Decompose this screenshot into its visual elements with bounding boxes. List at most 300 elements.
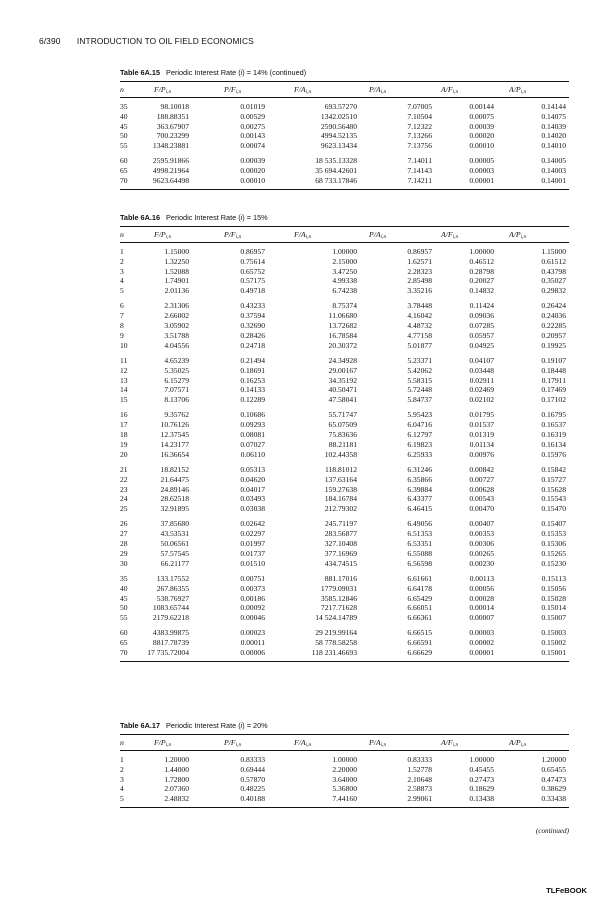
cell-fa: 29.00167 <box>328 365 357 375</box>
col-header-subscript: i,n <box>452 234 459 240</box>
cell-pf: 0.83333 <box>240 755 265 764</box>
cell-pf: 0.00529 <box>240 111 265 121</box>
table-row <box>120 519 569 529</box>
table-caption <box>120 213 569 222</box>
cell-af: 0.04107 <box>469 355 494 365</box>
cell-ap: 0.14003 <box>541 166 566 176</box>
row-group <box>120 755 569 804</box>
cell-pf: 0.01737 <box>240 548 265 558</box>
cell-ap: 0.15014 <box>541 603 566 613</box>
cell-pa: 5.95423 <box>407 410 432 420</box>
cell-fp: 188.88351 <box>156 111 189 121</box>
col-header-pa <box>369 738 386 748</box>
col-header-fa <box>294 230 311 240</box>
cell-fp: 4998.21964 <box>152 166 189 176</box>
cell-fa: 6.74238 <box>332 286 357 296</box>
cell-fp: 363.67907 <box>156 121 189 131</box>
cell-pa: 6.12797 <box>407 430 432 440</box>
cell-n: 30 <box>120 558 128 568</box>
cell-af: 0.14832 <box>469 286 494 296</box>
cell-pa: 6.66629 <box>407 647 432 657</box>
cell-fp: 10.76126 <box>160 420 189 430</box>
cell-ap: 0.15306 <box>541 539 566 549</box>
table-row <box>120 485 569 495</box>
col-header-af <box>441 85 458 95</box>
cell-ap: 0.26424 <box>541 301 566 311</box>
cell-fa: 65.07509 <box>328 420 357 430</box>
cell-af: 0.00727 <box>469 474 494 484</box>
cell-fa: 1779.09031 <box>320 583 357 593</box>
cell-fp: 2.07360 <box>164 784 189 794</box>
cell-n: 5 <box>120 794 124 804</box>
col-header-pf <box>224 738 241 748</box>
cell-pf: 0.37594 <box>240 311 265 321</box>
cell-pa: 7.14011 <box>407 156 432 166</box>
cell-n: 27 <box>120 529 128 539</box>
table-body <box>120 98 569 189</box>
cell-fa: 327.10408 <box>324 539 357 549</box>
cell-fp: 14.23177 <box>160 439 189 449</box>
cell-fp: 1.15000 <box>164 247 189 256</box>
table-row <box>120 321 569 331</box>
cell-fp: 538.76927 <box>156 593 189 603</box>
cell-fa: 40.50471 <box>328 385 357 395</box>
cell-pf: 0.00046 <box>240 613 265 623</box>
cell-pf: 0.32690 <box>240 321 265 331</box>
cell-n: 1 <box>120 755 124 764</box>
cell-n: 9 <box>120 330 124 340</box>
cell-pa: 4.16042 <box>407 311 432 321</box>
table-row <box>120 794 569 804</box>
cell-fa: 4994.52135 <box>320 131 357 141</box>
cell-n: 40 <box>120 111 128 121</box>
cell-af: 0.11424 <box>469 301 494 311</box>
cell-fa: 47.58041 <box>328 395 357 405</box>
table-row <box>120 267 569 277</box>
cell-pf: 0.40188 <box>240 794 265 804</box>
cell-n: 16 <box>120 410 128 420</box>
table-row <box>120 420 569 430</box>
cell-pa: 5.84737 <box>407 395 432 405</box>
cell-af: 0.00842 <box>469 464 494 474</box>
cell-fp: 133.17552 <box>156 573 189 583</box>
cell-n: 5 <box>120 286 124 296</box>
table-row <box>120 430 569 440</box>
cell-pa: 0.83333 <box>407 755 432 764</box>
table-row <box>120 628 569 638</box>
cell-fp: 4.65239 <box>164 355 189 365</box>
caption-text: ) = 20% <box>242 721 268 730</box>
col-header-n: n <box>120 738 124 747</box>
cell-pf: 0.00020 <box>240 166 265 176</box>
col-header-n: n <box>120 230 124 239</box>
cell-pf: 0.07027 <box>240 439 265 449</box>
cell-af: 0.18629 <box>469 784 494 794</box>
table-row <box>120 549 569 559</box>
cell-pf: 0.03493 <box>240 494 265 504</box>
caption-variable: i <box>240 213 243 222</box>
cell-af: 0.00028 <box>469 593 494 603</box>
cell-pf: 0.57175 <box>240 276 265 286</box>
cell-af: 0.01319 <box>469 430 494 440</box>
cell-fp: 98.10018 <box>160 102 189 111</box>
cell-n: 4 <box>120 784 124 794</box>
cell-fa: 7217.71628 <box>320 603 357 613</box>
cell-fp: 2.48832 <box>164 794 189 804</box>
cell-pa: 7.14143 <box>407 166 432 176</box>
table-row <box>120 475 569 485</box>
cell-fp: 8.13706 <box>164 395 189 405</box>
col-header-symbol: F/P <box>154 230 166 239</box>
caption-text: Periodic Interest Rate ( <box>166 68 241 77</box>
col-header-af <box>441 738 458 748</box>
cell-af: 0.02911 <box>469 375 494 385</box>
cell-pa: 1.62571 <box>407 256 432 266</box>
col-header-subscript: i,n <box>380 89 387 95</box>
cell-af: 0.00976 <box>469 449 494 459</box>
col-header-subscript: i,n <box>380 742 387 748</box>
cell-fp: 50.06561 <box>160 539 189 549</box>
cell-pa: 6.04716 <box>407 420 432 430</box>
table-row <box>120 613 569 623</box>
cell-fp: 1.52088 <box>164 266 189 276</box>
col-header-symbol: A/F <box>441 85 453 94</box>
cell-fp: 1.74901 <box>164 276 189 286</box>
cell-fa: 159.27638 <box>324 484 357 494</box>
cell-pa: 1.52778 <box>407 764 432 774</box>
caption-text: Periodic Interest Rate ( <box>166 721 241 730</box>
col-header-ap <box>509 230 526 240</box>
cell-ap: 0.15628 <box>541 484 566 494</box>
cell-pa: 7.10504 <box>407 111 432 121</box>
cell-pa: 2.85498 <box>407 276 432 286</box>
cell-fp: 4.04556 <box>164 340 189 350</box>
cell-n: 18 <box>120 430 128 440</box>
cell-pa: 6.46415 <box>407 504 432 514</box>
table-label: Table 6A.15 <box>120 68 161 77</box>
cell-fp: 17 735.72004 <box>147 647 189 657</box>
table-row <box>120 122 569 132</box>
col-header-fa <box>294 738 311 748</box>
cell-pa: 6.66591 <box>407 638 432 648</box>
cell-ap: 0.14020 <box>541 131 566 141</box>
table-body <box>120 243 569 661</box>
col-header-symbol: A/P <box>509 85 521 94</box>
cell-af: 0.04925 <box>469 340 494 350</box>
cell-pf: 0.16253 <box>240 375 265 385</box>
cell-n: 19 <box>120 439 128 449</box>
cell-ap: 1.15000 <box>541 247 566 256</box>
cell-fa: 13.72682 <box>328 321 357 331</box>
cell-fp: 28.62518 <box>160 494 189 504</box>
cell-fp: 2595.91866 <box>152 156 189 166</box>
cell-n: 3 <box>120 774 124 784</box>
cell-n: 20 <box>120 449 128 459</box>
cell-fa: 184.16784 <box>324 494 357 504</box>
cell-af: 0.00010 <box>469 141 494 151</box>
cell-pf: 0.04620 <box>240 474 265 484</box>
col-header-symbol: F/P <box>154 85 166 94</box>
cell-n: 4 <box>120 276 124 286</box>
cell-pf: 0.04017 <box>240 484 265 494</box>
cell-ap: 0.14005 <box>541 156 566 166</box>
table-row <box>120 539 569 549</box>
cell-pf: 0.65752 <box>240 266 265 276</box>
cell-ap: 0.16319 <box>541 430 566 440</box>
cell-ap: 0.16537 <box>541 420 566 430</box>
cell-ap: 0.15230 <box>541 558 566 568</box>
cell-pa: 6.31246 <box>407 464 432 474</box>
table-row <box>120 102 569 112</box>
cell-fp: 267.86355 <box>156 583 189 593</box>
column-headers <box>120 735 569 750</box>
cell-fa: 8.75374 <box>332 301 357 311</box>
col-header-subscript: i,n <box>520 89 527 95</box>
cell-ap: 0.17911 <box>541 375 566 385</box>
cell-pa: 7.07005 <box>407 102 432 111</box>
cell-af: 0.09036 <box>469 311 494 321</box>
cell-fp: 16.36654 <box>160 449 189 459</box>
cell-pf: 0.00751 <box>240 573 265 583</box>
cell-af: 0.13438 <box>469 794 494 804</box>
cell-ap: 0.14039 <box>541 121 566 131</box>
col-header-subscript: i,n <box>452 89 459 95</box>
table-row <box>120 504 569 514</box>
col-header-fp <box>154 230 171 240</box>
table-row <box>120 465 569 475</box>
cell-ap: 0.22285 <box>541 321 566 331</box>
col-header-subscript: i,n <box>235 89 242 95</box>
table-row <box>120 166 569 176</box>
cell-ap: 0.35027 <box>541 276 566 286</box>
table-caption <box>120 68 569 77</box>
cell-n: 22 <box>120 474 128 484</box>
cell-pa: 2.58873 <box>407 784 432 794</box>
cell-pa: 3.35216 <box>407 286 432 296</box>
cell-fp: 1348.23881 <box>152 141 189 151</box>
caption-text: ) = 15% <box>242 213 268 222</box>
cell-fp: 2179.62218 <box>152 613 189 623</box>
cell-ap: 0.61512 <box>541 256 566 266</box>
cell-af: 0.00039 <box>469 121 494 131</box>
cell-pa: 6.49056 <box>407 519 432 529</box>
table-row <box>120 366 569 376</box>
row-group <box>120 628 569 657</box>
col-header-ap <box>509 738 526 748</box>
cell-pa: 5.01877 <box>407 340 432 350</box>
col-header-ap <box>509 85 526 95</box>
cell-n: 7 <box>120 311 124 321</box>
cell-fa: 88.21181 <box>328 439 357 449</box>
cell-ap: 0.15003 <box>541 628 566 638</box>
col-header-subscript: i,n <box>165 742 172 748</box>
caption-text: ) = 14% (continued) <box>242 68 307 77</box>
col-header-n: n <box>120 85 124 94</box>
cell-pf: 0.08081 <box>240 430 265 440</box>
cell-af: 0.00306 <box>469 539 494 549</box>
cell-af: 0.00003 <box>469 166 494 176</box>
cell-ap: 0.15842 <box>541 464 566 474</box>
cell-n: 11 <box>120 355 128 365</box>
cell-pa: 7.14211 <box>407 176 432 186</box>
cell-af: 0.00353 <box>469 529 494 539</box>
table-row <box>120 286 569 296</box>
row-group <box>120 410 569 459</box>
cell-pa: 6.66051 <box>407 603 432 613</box>
col-header-symbol: P/F <box>224 85 236 94</box>
cell-pf: 0.86957 <box>240 247 265 256</box>
continued-note: (continued) <box>535 827 569 835</box>
cell-fa: 35 694.42601 <box>315 166 357 176</box>
cell-af: 1.00000 <box>469 247 494 256</box>
cell-n: 35 <box>120 573 128 583</box>
running-header <box>39 36 569 46</box>
cell-ap: 0.19925 <box>541 340 566 350</box>
cell-n: 13 <box>120 375 128 385</box>
cell-fa: 55.71747 <box>328 410 357 420</box>
cell-pf: 0.00275 <box>240 121 265 131</box>
cell-pf: 0.01510 <box>240 558 265 568</box>
cell-af: 0.00470 <box>469 504 494 514</box>
cell-fa: 3585.12846 <box>320 593 357 603</box>
cell-pa: 6.66361 <box>407 613 432 623</box>
cell-ap: 0.15543 <box>541 494 566 504</box>
cell-fp: 3.05902 <box>164 321 189 331</box>
cell-n: 55 <box>120 141 128 151</box>
cell-ap: 0.17469 <box>541 385 566 395</box>
cell-pf: 0.21494 <box>240 355 265 365</box>
col-header-pa <box>369 230 386 240</box>
cell-pf: 0.02642 <box>240 519 265 529</box>
cell-af: 0.00003 <box>469 628 494 638</box>
cell-pf: 0.00074 <box>240 141 265 151</box>
table-row <box>120 638 569 648</box>
cell-n: 6 <box>120 301 124 311</box>
cell-fp: 32.91895 <box>160 504 189 514</box>
cell-fa: 693.57270 <box>324 102 357 111</box>
cell-fp: 1.32250 <box>164 256 189 266</box>
row-group <box>120 102 569 151</box>
cell-af: 0.00002 <box>469 638 494 648</box>
cell-af: 0.00075 <box>469 111 494 121</box>
col-header-fp <box>154 738 171 748</box>
cell-pa: 6.66515 <box>407 628 432 638</box>
cell-fa: 29 219.99164 <box>315 628 357 638</box>
col-header-fa <box>294 85 311 95</box>
cell-ap: 0.65455 <box>541 764 566 774</box>
row-group <box>120 156 569 185</box>
cell-pf: 0.57870 <box>240 774 265 784</box>
cell-af: 0.05957 <box>469 330 494 340</box>
cell-ap: 0.20957 <box>541 330 566 340</box>
cell-af: 0.00014 <box>469 603 494 613</box>
table-row <box>120 176 569 186</box>
cell-fa: 118 231.46693 <box>311 647 357 657</box>
cell-af: 0.02102 <box>469 395 494 405</box>
col-header-subscript: i,n <box>452 742 459 748</box>
cell-n: 21 <box>120 464 128 474</box>
cell-fa: 5.36800 <box>332 784 357 794</box>
footer-watermark: TLFeBOOK <box>546 886 587 895</box>
cell-pa: 6.43377 <box>407 494 432 504</box>
cell-pf: 0.00006 <box>240 647 265 657</box>
cell-pf: 0.00010 <box>240 176 265 186</box>
table-label: Table 6A.16 <box>120 213 161 222</box>
col-header-subscript: i,n <box>520 234 527 240</box>
cell-af: 0.46512 <box>469 256 494 266</box>
col-header-subscript: i,n <box>305 234 312 240</box>
caption-text: Periodic Interest Rate ( <box>166 213 241 222</box>
table-body <box>120 751 569 807</box>
cell-ap: 0.29832 <box>541 286 566 296</box>
cell-pf: 0.43233 <box>240 301 265 311</box>
cell-fa: 881.17016 <box>324 573 357 583</box>
cell-pa: 5.23371 <box>407 355 432 365</box>
cell-pf: 0.05313 <box>240 464 265 474</box>
table-row <box>120 648 569 658</box>
table-row <box>120 784 569 794</box>
cell-pf: 0.48225 <box>240 784 265 794</box>
cell-pa: 2.99061 <box>407 794 432 804</box>
cell-fp: 2.01136 <box>164 286 189 296</box>
cell-pf: 0.49718 <box>240 286 265 296</box>
cell-ap: 0.16795 <box>541 410 566 420</box>
cell-fa: 377.16969 <box>324 548 357 558</box>
cell-ap: 0.18448 <box>541 365 566 375</box>
cell-af: 0.20027 <box>469 276 494 286</box>
cell-pf: 0.01997 <box>240 539 265 549</box>
cell-fa: 9623.13434 <box>320 141 357 151</box>
col-header-subscript: i,n <box>305 89 312 95</box>
col-header-pf <box>224 85 241 95</box>
table-row <box>120 341 569 351</box>
table-row <box>120 494 569 504</box>
row-group <box>120 465 569 514</box>
cell-fp: 700.23299 <box>156 131 189 141</box>
col-header-symbol: F/A <box>294 85 306 94</box>
cell-pa: 6.56598 <box>407 558 432 568</box>
cell-pf: 0.00039 <box>240 156 265 166</box>
table-caption <box>120 721 569 730</box>
cell-af: 0.00056 <box>469 583 494 593</box>
cell-fa: 1.00000 <box>332 247 357 256</box>
table-row <box>120 584 569 594</box>
table-6a15 <box>120 68 569 190</box>
cell-fa: 245.71197 <box>325 519 357 529</box>
cell-pa: 7.13756 <box>407 141 432 151</box>
cell-pa: 6.19823 <box>407 439 432 449</box>
cell-af: 0.01537 <box>469 420 494 430</box>
cell-pa: 6.35866 <box>407 474 432 484</box>
cell-n: 1 <box>120 247 124 256</box>
cell-pf: 0.02297 <box>240 529 265 539</box>
cell-n: 65 <box>120 638 128 648</box>
col-header-subscript: i,n <box>380 234 387 240</box>
cell-n: 35 <box>120 102 128 111</box>
cell-fa: 3.47250 <box>332 266 357 276</box>
cell-ap: 0.15265 <box>541 548 566 558</box>
cell-af: 0.00020 <box>469 131 494 141</box>
cell-ap: 0.19107 <box>541 355 566 365</box>
cell-fa: 24.34928 <box>328 355 357 365</box>
cell-pa: 5.72448 <box>407 385 432 395</box>
table-row <box>120 529 569 539</box>
cell-ap: 0.14144 <box>541 102 566 111</box>
cell-fp: 1.20000 <box>164 755 189 764</box>
cell-pa: 5.58315 <box>407 375 432 385</box>
cell-pa: 7.12322 <box>407 121 432 131</box>
cell-fp: 1083.65744 <box>152 603 189 613</box>
